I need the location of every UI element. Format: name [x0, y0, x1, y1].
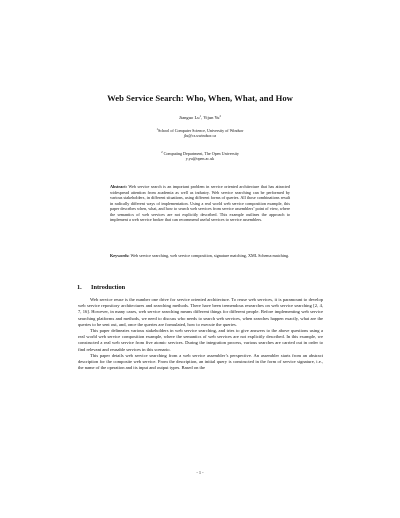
- abstract-label: Abstract:: [110, 184, 127, 189]
- abstract: [110, 184, 290, 223]
- affiliation-email: jlu@cs.uwindsor.ca: [183, 133, 217, 139]
- keywords-label: Keywords:: [110, 253, 130, 258]
- author-affiliation-mark: 2: [219, 114, 221, 118]
- author-affiliation-mark: 1: [199, 114, 202, 118]
- paragraph: This paper details web service searching from a web service assembler’s perspective. An assembler starts from an abstract description for the composite web service. From the description, an initial query is constructed in the form of service signature, i.e., the name of the operation and its input and output types. Based on the: [78, 352, 323, 371]
- author-line: [60, 115, 340, 120]
- affiliation-institution: $^1$School of Computer Science, University of Windsor: [156, 127, 244, 133]
- paragraph: Web service reuse is the number one drive for service oriented architecture. To reuse web services, it is paramount to develop web service repository architectures and searching methods. There have been tremendous researches on web service searching [2, 4, 7, 16]. However, in many cases, web service searching means different things for different people. Before implementing web service searching platforms and methods, we need to discuss who needs to search web services, when searches happen exactly, what are the queries to be sent out, and, once the queries are formulated, how to execute the queries.: [78, 297, 323, 327]
- author-name: Jianguo Lu: [179, 115, 200, 120]
- affiliation-institution: $^2$ Computing Department, The Open University: [161, 150, 239, 156]
- section-title: Introduction: [91, 284, 126, 291]
- paragraph: This paper delineates various stakeholders in web service searching, and tries to give answers to the above questions using a real world web service composition example, where the semantics of web services are not explicitly described. In this example, we constructed a real web service from five atomic services. During the integration process, various searches are carried out in order to find relevant and reusable services in this scenario.: [78, 328, 323, 352]
- affiliation-email: y.yu@open.ac.uk: [185, 156, 215, 162]
- author-name: Yijun Yu: [203, 115, 220, 120]
- keywords: [110, 253, 290, 259]
- affiliation-mark: 1: [156, 127, 158, 131]
- page-number: - 1 -: [196, 470, 204, 475]
- affiliation-mark: 2: [161, 150, 163, 154]
- section-number: 1.: [77, 284, 82, 291]
- abstract-text: Web service search is an important problem in service oriented architecture that has attracted widespread attention from academia as well as industry. Web service searching can be performed by various stakeholders, in different situations, using different forms of queries. All those combinations result in radically different ways of implementation. Using a real world web service composition example, this paper describes when, what, and how to search web services from service assemblers’ point of view, where the semantics of web services are not explicitly described. This example outlines the approach to implement a web service broker that can recommend useful services to service assemblers.: [110, 184, 290, 223]
- section-heading: [77, 284, 125, 291]
- keywords-text: Web service searching, web service composition, signature matching, XML Schema matching.: [129, 253, 290, 258]
- affiliation: [60, 151, 340, 161]
- affiliation: [60, 128, 340, 138]
- body-text: [78, 297, 323, 371]
- author-separator: ,: [201, 115, 204, 120]
- paper-title: Web Service Search: Who, When, What, and How: [107, 93, 293, 103]
